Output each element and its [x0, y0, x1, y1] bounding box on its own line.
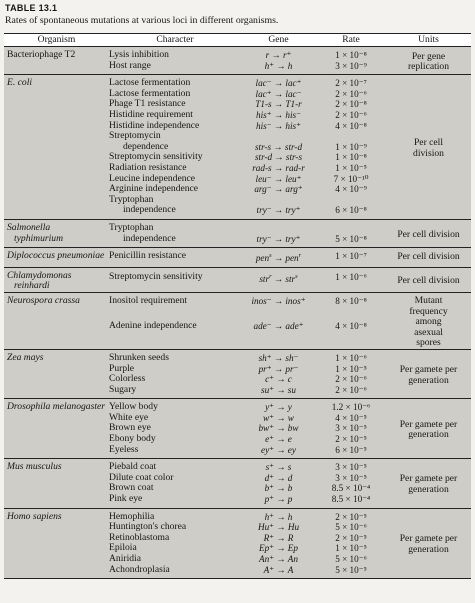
table-row — [4, 508, 471, 522]
table-title: Rates of spontaneous mutations at various loci in different organisms. — [5, 14, 279, 26]
units-cell — [386, 219, 471, 247]
gene-cell: leu⁻ → leu⁺ — [241, 174, 316, 185]
character-cell: Penicillin resistance — [109, 248, 241, 268]
header-rate: Rate — [316, 34, 386, 47]
organism-name-line: reinhardi — [14, 280, 50, 292]
organism-group — [4, 399, 471, 459]
character-cell: independence — [109, 234, 241, 248]
character-cell: Pink eye — [109, 494, 241, 508]
rate-cell: 1 × 10⁻⁶ — [316, 272, 386, 293]
organism-group — [4, 508, 471, 579]
gene-cell: h⁺ → h — [241, 508, 316, 522]
character-cell: Huntington's chorea — [109, 522, 241, 533]
units-line: generation — [408, 543, 449, 555]
units-line: Per gene — [411, 50, 446, 62]
gene-cell: rad-s → rad-r — [241, 163, 316, 174]
character-cell: Ebony body — [109, 434, 241, 445]
character-cell: Streptomycin — [109, 131, 241, 142]
units-line: Per cell — [413, 136, 444, 148]
units-line: Per gamete per — [399, 364, 458, 375]
character-cell: Radiation resistance — [109, 163, 241, 174]
gene-cell — [241, 219, 316, 233]
gene-cell: pen$^s$ → pen$^r$ — [241, 248, 316, 268]
rate-cell: 3 × 10⁻⁵ — [316, 459, 386, 473]
rate-cell: 6 × 10⁻⁵ — [316, 445, 386, 459]
character-cell: Brown coat — [109, 483, 241, 494]
character-cell — [109, 342, 241, 349]
gene-cell: y⁺ → y — [241, 399, 316, 413]
table-row — [4, 459, 471, 473]
character-cell: Tryptophan — [109, 195, 241, 206]
character-cell: Histidine requirement — [109, 110, 241, 121]
rate-cell: 2 × 10⁻⁶ — [316, 385, 386, 399]
units-line: asexual — [414, 326, 443, 338]
character-cell: Yellow body — [109, 399, 241, 413]
rate-cell: 4 × 10⁻⁹ — [316, 184, 386, 195]
character-cell: independence — [109, 205, 241, 219]
header-character: Character — [109, 34, 241, 47]
gene-cell: pr⁺ → pr⁻ — [241, 364, 316, 375]
gene-cell: str-d → str-s — [241, 152, 316, 163]
header-organism: Organism — [4, 34, 109, 47]
rate-cell: 2 × 10⁻⁵ — [316, 434, 386, 445]
organism-group — [4, 349, 471, 398]
rate-cell: 5 × 10⁻⁶ — [316, 522, 386, 533]
units-line: generation — [408, 374, 449, 386]
gene-cell: r → r⁺ — [241, 47, 316, 61]
character-cell: Phage T1 resistance — [109, 99, 241, 110]
organism-group — [4, 292, 471, 349]
rate-cell: 4 × 10⁻⁵ — [316, 413, 386, 424]
units-line: replication — [407, 61, 450, 73]
character-cell: Sugary — [109, 385, 241, 399]
units-line: among — [415, 316, 442, 328]
header-gene: Gene — [241, 34, 316, 47]
gene-cell: b⁺ → b — [241, 483, 316, 494]
table-row — [4, 349, 471, 363]
character-cell: Brown eye — [109, 423, 241, 434]
organism-group — [4, 267, 471, 292]
rate-cell: 2 × 10⁻⁷ — [316, 75, 386, 89]
organism-name — [4, 292, 109, 349]
organism-name-line: Drosophila melanogaster — [7, 401, 105, 413]
rate-cell — [316, 219, 386, 233]
gene-cell: h⁺ → h — [241, 61, 316, 75]
rate-cell: 8.5 × 10⁻⁴ — [316, 494, 386, 508]
character-cell: Epiloia — [109, 543, 241, 554]
table-row — [4, 75, 471, 89]
character-cell: Achondroplasia — [109, 565, 241, 579]
character-cell: Lactose fermentation — [109, 89, 241, 100]
rate-cell — [316, 131, 386, 142]
character-cell: Lysis inhibition — [109, 47, 241, 61]
rate-cell: 1 × 10⁻⁵ — [316, 364, 386, 375]
gene-cell: T1-s → T1-r — [241, 99, 316, 110]
organism-group — [4, 248, 471, 268]
character-cell: Arginine independence — [109, 184, 241, 195]
organism-group — [4, 219, 471, 247]
character-cell: dependence — [109, 142, 241, 153]
character-cell: Inositol requirement — [109, 292, 241, 320]
rate-cell — [316, 195, 386, 206]
units-line: Per cell division — [397, 251, 460, 263]
character-cell: Tryptophan — [109, 219, 241, 233]
rate-cell: 1 × 10⁻⁷ — [316, 248, 386, 268]
rate-cell: 1 × 10⁻⁸ — [316, 152, 386, 163]
character-cell: Eyeless — [109, 445, 241, 459]
rate-cell: 2 × 10⁻⁸ — [316, 99, 386, 110]
character-cell: Piebald coat — [109, 459, 241, 473]
table-row — [4, 47, 471, 61]
organism-name-line: Neurospora crassa — [7, 294, 80, 306]
rate-cell: 7 × 10⁻¹⁰ — [316, 174, 386, 185]
organism-name — [4, 47, 109, 75]
character-cell: Purple — [109, 364, 241, 375]
gene-cell — [241, 342, 316, 349]
organism-name-line: Homo sapiens — [7, 510, 62, 522]
units-line: spores — [416, 337, 441, 349]
gene-cell: ade⁻ → ade⁺ — [241, 321, 316, 342]
gene-cell: his⁺ → his⁻ — [241, 110, 316, 121]
organism-name-line: Diplococcus pneumoniae — [7, 250, 105, 262]
character-cell: Retinoblastoma — [109, 533, 241, 544]
organism-group — [4, 459, 471, 508]
table-header — [4, 34, 471, 47]
rate-cell: 1 × 10⁻⁸ — [316, 47, 386, 61]
units-cell — [386, 349, 471, 398]
organism-name — [4, 219, 109, 247]
organism-name — [4, 248, 109, 268]
rate-cell: 2 × 10⁻⁶ — [316, 110, 386, 121]
units-line: Per cell division — [397, 228, 460, 240]
gene-cell: Ep⁺ → Ep — [241, 543, 316, 554]
gene-cell: c⁺ → c — [241, 374, 316, 385]
gene-cell: bw⁺ → bw — [241, 423, 316, 434]
rate-cell: 2 × 10⁻⁶ — [316, 89, 386, 100]
table-row — [4, 292, 471, 320]
header-units: Units — [386, 34, 471, 47]
gene-cell — [241, 131, 316, 142]
gene-cell — [241, 195, 316, 206]
gene-cell: w⁺ → w — [241, 413, 316, 424]
rate-cell: 1 × 10⁻⁶ — [316, 349, 386, 363]
rate-cell: 3 × 10⁻⁹ — [316, 61, 386, 75]
character-cell: Colorless — [109, 374, 241, 385]
gene-cell: e⁺ → e — [241, 434, 316, 445]
gene-cell: str-s → str-d — [241, 142, 316, 153]
character-cell: Adenine independence — [109, 321, 241, 342]
character-cell: Hemophilia — [109, 508, 241, 522]
rate-cell: 1 × 10⁻⁵ — [316, 163, 386, 174]
units-line: Per gamete per — [399, 418, 458, 430]
gene-cell: arg⁻ → arg⁺ — [241, 184, 316, 195]
character-cell: Aniridia — [109, 554, 241, 565]
organism-name-line: Mus musculus — [7, 461, 62, 473]
organism-name-line: Bacteriophage T2 — [7, 49, 76, 60]
character-cell: White eye — [109, 413, 241, 424]
units-line: Per gamete per — [399, 533, 458, 545]
units-line: frequency — [409, 305, 448, 317]
units-cell — [386, 508, 471, 579]
mutation-rates-table — [4, 33, 471, 579]
organism-group — [4, 47, 471, 75]
units-line: division — [413, 147, 444, 159]
character-cell: Dilute coat color — [109, 473, 241, 484]
table-number: TABLE 13.1 — [5, 3, 58, 13]
organism-name-line: E. coli — [7, 77, 33, 89]
character-cell: Leucine independence — [109, 174, 241, 185]
gene-cell: str$^r$ → str$^s$ — [241, 272, 316, 293]
rate-cell: 4 × 10⁻⁸ — [316, 121, 386, 132]
table-caption — [5, 3, 470, 26]
units-cell — [386, 248, 471, 268]
rate-cell — [316, 342, 386, 349]
rate-cell: 8.5 × 10⁻⁴ — [316, 483, 386, 494]
rate-cell: 6 × 10⁻⁸ — [316, 205, 386, 219]
character-cell: Histidine independence — [109, 121, 241, 132]
organism-name-line: Chlamydomonas — [7, 269, 72, 281]
units-cell — [386, 459, 471, 508]
units-line: Mutant — [414, 294, 443, 306]
rate-cell: 3 × 10⁻⁵ — [316, 473, 386, 484]
organism-name-line: typhimurium — [14, 232, 64, 244]
gene-cell: his⁻ → his⁺ — [241, 121, 316, 132]
units-line: Per gamete per — [399, 473, 458, 485]
rate-cell: 5 × 10⁻⁸ — [316, 234, 386, 248]
gene-cell: R⁺ → R — [241, 533, 316, 544]
gene-cell: try⁻ → try⁺ — [241, 205, 316, 219]
character-cell: Lactose fermentation — [109, 75, 241, 89]
rate-cell: 2 × 10⁻⁵ — [316, 533, 386, 544]
character-cell: Streptomycin sensitivity — [109, 272, 241, 293]
gene-cell: p⁺ → p — [241, 494, 316, 508]
gene-cell: Hu⁺ → Hu — [241, 522, 316, 533]
organism-name — [4, 399, 109, 459]
gene-cell: lac⁺ → lac⁻ — [241, 89, 316, 100]
gene-cell: su⁺ → su — [241, 385, 316, 399]
gene-cell: try⁻ → try⁺ — [241, 234, 316, 248]
units-cell — [386, 267, 471, 292]
gene-cell: d⁺ → d — [241, 473, 316, 484]
rate-cell: 5 × 10⁻⁶ — [316, 554, 386, 565]
organism-name — [4, 508, 109, 579]
organism-group — [4, 75, 471, 220]
rate-cell: 8 × 10⁻⁸ — [316, 292, 386, 320]
organism-name — [4, 75, 109, 220]
table-row — [4, 219, 471, 233]
table-row — [4, 248, 471, 268]
rate-cell: 1 × 10⁻⁹ — [316, 142, 386, 153]
rate-cell: 1 × 10⁻⁵ — [316, 543, 386, 554]
rate-cell: 2 × 10⁻⁵ — [316, 508, 386, 522]
units-cell — [386, 292, 471, 349]
organism-name — [4, 267, 109, 292]
character-cell: Shrunken seeds — [109, 349, 241, 363]
gene-cell: A⁺ → A — [241, 565, 316, 579]
rate-cell: 3 × 10⁻⁵ — [316, 423, 386, 434]
units-line: Per cell division — [397, 275, 460, 287]
rate-cell: 4 × 10⁻⁸ — [316, 321, 386, 342]
units-line: generation — [408, 483, 449, 495]
character-cell: Streptomycin sensitivity — [109, 152, 241, 163]
organism-name-line: Zea mays — [7, 351, 44, 363]
organism-name — [4, 459, 109, 508]
units-cell — [386, 75, 471, 220]
rate-cell: 2 × 10⁻⁶ — [316, 374, 386, 385]
organism-name — [4, 349, 109, 398]
gene-cell: s⁺ → s — [241, 459, 316, 473]
gene-cell: ey⁺ → ey — [241, 445, 316, 459]
character-cell: Host range — [109, 61, 241, 75]
table-row — [4, 399, 471, 413]
gene-cell: lac⁻ → lac⁺ — [241, 75, 316, 89]
gene-cell: sh⁺ → sh⁻ — [241, 349, 316, 363]
units-cell — [386, 47, 471, 75]
units-line: generation — [408, 429, 449, 441]
units-cell — [386, 399, 471, 459]
rate-cell: 1.2 × 10⁻⁶ — [316, 399, 386, 413]
rate-cell: 5 × 10⁻⁵ — [316, 565, 386, 579]
gene-cell: An⁺ → An — [241, 554, 316, 565]
gene-cell: inos⁻ → inos⁺ — [241, 292, 316, 320]
organism-name-line: Salmonella — [7, 221, 51, 233]
